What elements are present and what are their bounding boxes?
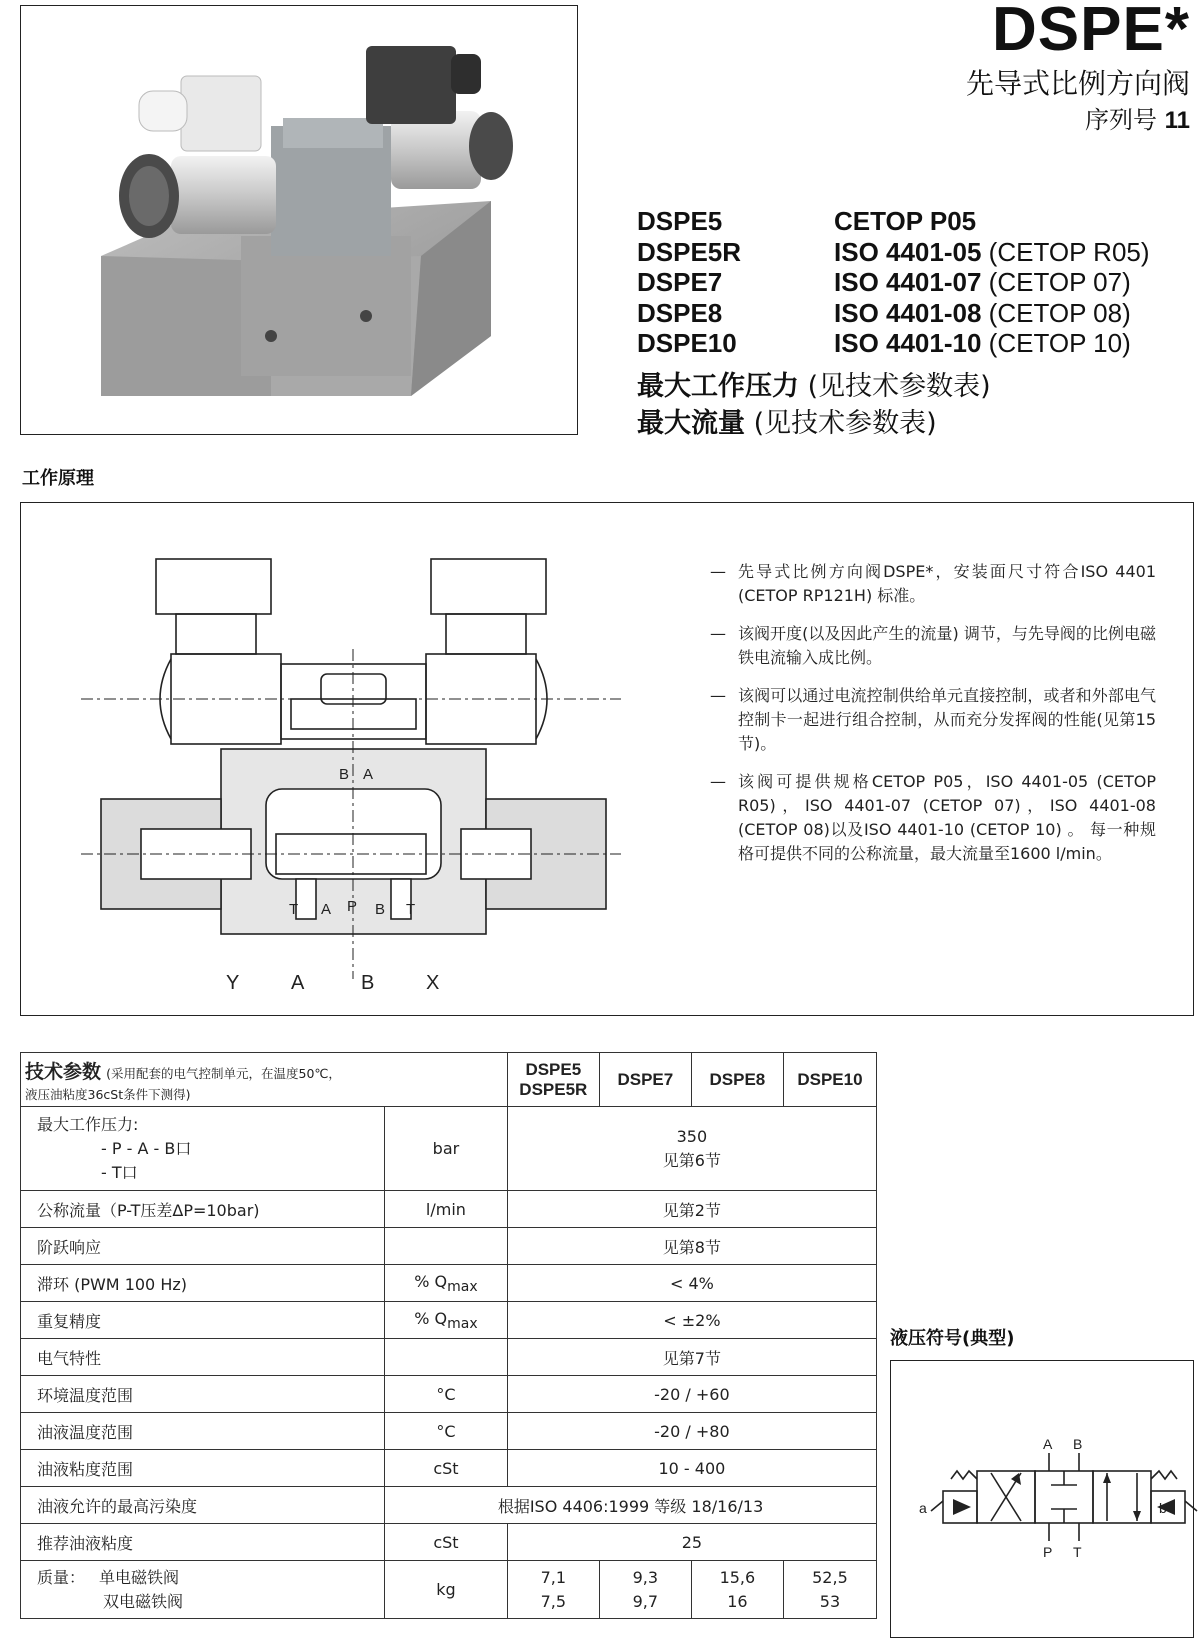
row-unit: % Qmax [385,1302,508,1339]
row-label: 公称流量（P-T压差ΔP=10bar) [21,1191,385,1228]
description-item: — 该阀开度(以及因此产生的流量) 调节，与先导阀的比例电磁铁电流输入成比例。 [710,624,1156,667]
model-row [637,298,1150,329]
inner-label: T [406,901,416,918]
model-row [637,328,1150,359]
row-unit: cSt [385,1524,508,1561]
series-number [1085,100,1190,135]
row-label: 推荐油液粘度 [21,1524,385,1561]
symbol-label-port-t: T [1073,1544,1082,1560]
spec-row [21,1339,877,1376]
model-note: (CETOP R05) [981,236,1150,267]
model-note: (CETOP 08) [981,297,1131,328]
principle-heading: 工作原理 [22,468,94,489]
spec-row [21,1302,877,1339]
max-pressure-line [637,364,991,403]
spec-row [21,1228,877,1265]
product-title: DSPE* [992,0,1190,64]
description-item: — 该阀可提供规格CETOP P05，ISO 4401-05 (CETOP R05)，ISO 4401-07 (CETOP 07)，ISO 4401-08 (CETOP 08)以及ISO 4401-10 (CETOP 10) 。 每一种规格可提供不同的公称流量，最大流量至1600 l/min。 [710,772,1156,863]
row-unit: % Qmax [385,1265,508,1302]
spec-title-cell: 技术参数 (采用配套的电气控制单元，在温度50℃， 液压油粘度36cSt条件下测得) [21,1053,508,1107]
port-label: B [361,972,375,994]
row-unit [385,1339,508,1376]
max-flow-line [637,401,937,440]
model-code: DSPE5 [637,206,723,236]
row-value: 见第2节 [507,1191,876,1228]
port-label: X [426,972,440,994]
model-list [637,206,1150,359]
symbol-label-b: b [1159,1500,1167,1516]
port-label: A [291,972,305,994]
row-value: 见第7节 [507,1339,876,1376]
spec-row-contamination [21,1487,877,1524]
row-label: 质量： 单电磁铁阀 双电磁铁阀 [21,1561,385,1619]
hydraulic-symbol-box [890,1360,1194,1638]
row-value: 25 [507,1524,876,1561]
row-label: 油液温度范围 [21,1413,385,1450]
row-label: 油液粘度范围 [21,1450,385,1487]
inner-label: A [321,901,332,918]
spec-row [21,1450,877,1487]
max-flow-label: 最大流量 [637,408,745,439]
row-unit: °C [385,1376,508,1413]
row-value: 见第8节 [507,1228,876,1265]
row-unit: bar [385,1107,508,1191]
description-item: — 先导式比例方向阀DSPE*，安装面尺寸符合ISO 4401 (CETOP RP121H) 标准。 [710,562,1156,605]
description-item: — 该阀可以通过电流控制供给单元直接控制，或者和外部电气控制卡一起进行组合控制，从而充分发挥阀的性能(见第15节)。 [710,686,1156,753]
model-standard: ISO 4401-08 [834,297,982,328]
inner-label: B [339,766,350,783]
model-standard: ISO 4401-05 [834,236,982,267]
spec-table-wrapper [20,1052,877,1619]
mass-value: 7,1 7,5 [507,1561,599,1619]
max-pressure-label: 最大工作压力 [637,371,799,402]
row-label: 油液允许的最高污染度 [21,1487,385,1524]
row-value: -20 / +60 [507,1376,876,1413]
spec-row [21,1413,877,1450]
model-row [637,267,1150,298]
inner-label: A [363,766,374,783]
inner-label: P [347,898,358,915]
spec-header-row [21,1053,877,1107]
symbol-heading: 液压符号(典型) [890,1328,1015,1349]
symbol-label-port-p: P [1043,1544,1053,1560]
row-label: 环境温度范围 [21,1376,385,1413]
max-flow-note: (见技术参数表) [745,408,937,439]
row-value: -20 / +80 [507,1413,876,1450]
symbol-label-port-b: B [1073,1436,1083,1452]
row-label: 电气特性 [21,1339,385,1376]
mass-value: 9,3 9,7 [599,1561,691,1619]
inner-label: B [375,901,386,918]
product-photo [20,5,578,435]
model-code: DSPE8 [637,297,723,328]
model-note: (CETOP 07) [981,267,1131,297]
row-label: 阶跃响应 [21,1228,385,1265]
max-pressure-note: (见技术参数表) [799,371,991,402]
spec-row-pressure [21,1107,877,1191]
model-standard: CETOP P05 [834,206,977,236]
model-code: DSPE7 [637,267,723,297]
model-code: DSPE5R [637,236,742,267]
port-label: Y [226,972,240,994]
model-row [637,237,1150,268]
row-unit [385,1228,508,1265]
model-note: (CETOP 10) [981,328,1131,358]
valve-cross-section-diagram [81,549,621,994]
spec-row [21,1376,877,1413]
model-standard: ISO 4401-07 [834,267,982,297]
spec-row [21,1265,877,1302]
row-value: < 4% [507,1265,876,1302]
model-row [637,206,1150,237]
row-unit: l/min [385,1191,508,1228]
model-standard: ISO 4401-10 [834,328,982,358]
column-header-dspe7: DSPE7 [599,1053,691,1107]
row-unit: cSt [385,1450,508,1487]
hydraulic-symbol-diagram [891,1361,1195,1639]
spec-row-mass [21,1561,877,1619]
row-label: 重复精度 [21,1302,385,1339]
series-value: 11 [1164,107,1190,134]
symbol-label-a: a [919,1500,927,1516]
mass-value: 15,6 16 [691,1561,783,1619]
row-value: 350 见第6节 [507,1107,876,1191]
row-value: < ±2% [507,1302,876,1339]
spec-table [20,1052,877,1619]
column-header-dspe5: DSPE5 DSPE5R [507,1053,599,1107]
row-unit: kg [385,1561,508,1619]
principle-description [710,560,1156,880]
column-header-dspe8: DSPE8 [691,1053,783,1107]
spec-row-viscosity [21,1524,877,1561]
row-label: 滞环 (PWM 100 Hz) [21,1265,385,1302]
row-value: 10 - 400 [507,1450,876,1487]
inner-label: T [289,901,299,918]
product-subtitle: 先导式比例方向阀 [965,67,1190,100]
series-label: 序列号 [1084,106,1157,134]
row-unit: °C [385,1413,508,1450]
mass-value: 52,5 53 [783,1561,876,1619]
column-header-dspe10: DSPE10 [783,1053,876,1107]
row-label: 最大工作压力: - P - A - B口 - T口 [21,1107,385,1191]
model-code: DSPE10 [637,328,737,358]
row-value: 根据ISO 4406:1999 等级 18/16/13 [385,1487,877,1524]
symbol-label-port-a: A [1043,1436,1053,1452]
spec-row [21,1191,877,1228]
